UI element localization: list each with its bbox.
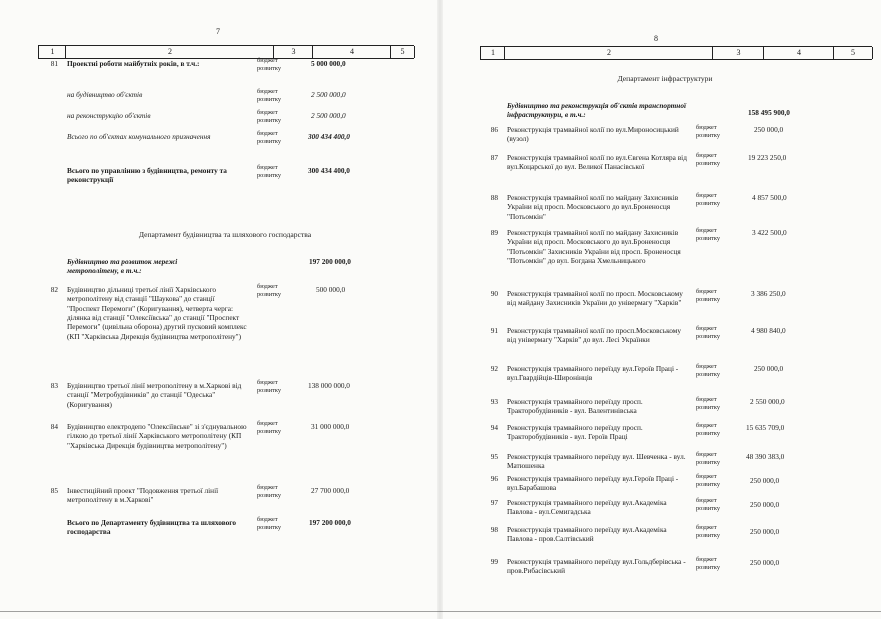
row-amount: 3 386 250,0 bbox=[751, 289, 786, 298]
row-number: 87 bbox=[490, 153, 498, 162]
row-fund: бюджет розвитку bbox=[696, 227, 720, 243]
row-amount: 2 550 000,0 bbox=[750, 397, 785, 406]
row-name: Реконструкція трамвайного переїзду просп. Тракторобудівників - вул. Героїв Праці bbox=[507, 423, 643, 442]
row-number: 95 bbox=[490, 452, 498, 461]
table-header bbox=[38, 45, 414, 59]
header-col-1: 1 bbox=[480, 47, 505, 59]
row-amount: 2 500 000,0 bbox=[311, 90, 346, 99]
row-amount: 250 000,0 bbox=[750, 500, 780, 509]
row-amount: 31 000 000,0 bbox=[311, 422, 350, 431]
row-fund: бюджет розвитку bbox=[257, 130, 281, 146]
row-fund: бюджет розвитку bbox=[257, 283, 281, 299]
row-amount: 300 434 400,0 bbox=[308, 166, 350, 175]
row-fund: бюджет розвитку bbox=[696, 396, 720, 412]
row-number: 99 bbox=[490, 557, 498, 566]
row-fund: бюджет розвитку bbox=[257, 420, 281, 436]
row-name: Реконструкція трамвайної колії по просп.Московському від універмагу "Харків" до вул. Лесі Українки bbox=[507, 326, 682, 345]
row-fund: бюджет розвитку bbox=[257, 484, 281, 500]
row-fund: бюджет розвитку bbox=[257, 109, 281, 125]
row-number: 89 bbox=[490, 228, 498, 237]
row-name: Реконструкція трамвайного переїзду вул.Героїв Праці - вул.Барабашова bbox=[507, 474, 679, 493]
row-name: Реконструкція трамвайної колії по вул.Євгена Котляра від вул.Коцарської до вул. Великої Панасівської bbox=[507, 153, 687, 172]
row-name: Реконструкція трамвайної колії по просп. Московському від майдану Захисників України до універмагу "Харків" bbox=[507, 289, 683, 308]
subsection-amount: 197 200 000,0 bbox=[309, 257, 351, 266]
row-amount: 250 000,0 bbox=[754, 364, 784, 373]
row-name: Будівництво електродепо "Олексіївське" зі з'єднувальною гілкою до третьої лінії Харківського метрополітену (КП "Харківська Дирекція будівництва метрополітену") bbox=[67, 422, 247, 450]
row-name: Реконструкція трамвайної колії по майдану Захисників України від просп. Московського до вул.Броненосця "Потьомкін" Захисників України від просп. Броненосця "Потьомкін" до вул. Богдана Хмельницького bbox=[507, 228, 681, 265]
left-page bbox=[0, 0, 440, 619]
row-fund: бюджет розвитку bbox=[696, 192, 720, 208]
row-amount: 250 000,0 bbox=[750, 476, 780, 485]
row-fund: бюджет розвитку bbox=[696, 152, 720, 168]
row-fund: бюджет розвитку bbox=[696, 422, 720, 438]
row-fund: бюджет розвитку bbox=[696, 124, 720, 140]
row-name: Інвестиційний проект "Подовження третьої лінії метрополітену в м.Харкові" bbox=[67, 486, 219, 505]
row-amount: 5 000 000,0 bbox=[311, 59, 346, 68]
row-fund: бюджет розвитку bbox=[257, 164, 281, 180]
row-amount: 48 390 383,0 bbox=[746, 452, 785, 461]
row-name: на реконструкцію об'єктів bbox=[67, 111, 151, 120]
page-number: 8 bbox=[654, 34, 658, 43]
row-number: 86 bbox=[490, 125, 498, 134]
row-number: 91 bbox=[490, 326, 498, 335]
row-fund: бюджет розвитку bbox=[696, 473, 720, 489]
row-amount: 4 980 840,0 bbox=[751, 326, 786, 335]
row-number: 94 bbox=[490, 423, 498, 432]
row-amount: 300 434 400,0 bbox=[308, 132, 350, 141]
row-number: 92 bbox=[490, 364, 498, 373]
row-number: 84 bbox=[50, 422, 58, 431]
row-fund: бюджет розвитку bbox=[257, 379, 281, 395]
header-col-3: 3 bbox=[712, 47, 764, 59]
row-amount: 3 422 500,0 bbox=[752, 228, 787, 237]
row-name: Реконструкція трамвайного переїзду вул.Академіка Павлова - пров.Салтівський bbox=[507, 525, 667, 544]
row-name: Всього по управлінню з будівництва, ремонту та реконструкції bbox=[67, 166, 227, 185]
table-header bbox=[480, 46, 872, 60]
row-name: Проектні роботи майбутніх років, в т.ч.: bbox=[67, 59, 200, 68]
row-name: Будівництво дільниці третьої лінії Харківського метрополітену від станції "Шаукова" до станції "Проспект Перемоги" (Коригування), четверта черга: ділянка від станції "Олексіївська" до станції "Проспект Перемоги" (цивільна оборона) другий пусковий комплекс (КП "Харківська Дирекція будівництва метрополітену") bbox=[67, 285, 247, 341]
row-amount: 4 857 500,0 bbox=[752, 193, 787, 202]
department-title: Департамент будівництва та шляхового господарства bbox=[138, 230, 312, 239]
header-col-2: 2 bbox=[504, 47, 713, 59]
row-number: 83 bbox=[50, 381, 58, 390]
row-number: 97 bbox=[490, 498, 498, 507]
row-name: Реконструкція трамвайного переїзду вул.Академіка Павлова - вул.Семигадська bbox=[507, 498, 667, 517]
row-name: Реконструкція трамвайної колії по вул.Мироносицький (вузол) bbox=[507, 125, 679, 144]
row-fund: бюджет розвитку bbox=[257, 88, 281, 104]
row-name: Реконструкція трамвайного переїзду просп. Тракторобудівників - вул. Валентинівська bbox=[507, 397, 643, 416]
page-number: 7 bbox=[216, 27, 220, 36]
row-amount: 250 000,0 bbox=[750, 527, 780, 536]
row-number: 85 bbox=[50, 486, 58, 495]
row-fund: бюджет розвитку bbox=[696, 497, 720, 513]
header-col-4: 4 bbox=[763, 47, 834, 59]
subsection-amount: 158 495 900,0 bbox=[748, 108, 790, 117]
department-title: Департамент інфраструктури bbox=[617, 74, 713, 83]
row-amount: 19 223 250,0 bbox=[748, 153, 787, 162]
row-name: на будівництво об'єктів bbox=[67, 90, 143, 99]
header-col-5: 5 bbox=[390, 46, 415, 58]
row-fund: бюджет розвитку bbox=[696, 524, 720, 540]
row-amount: 500 000,0 bbox=[316, 285, 346, 294]
right-page bbox=[440, 0, 881, 619]
subsection-name: Будівництво та реконструкція об'єктів транспортної інфраструктури, в т.ч.: bbox=[507, 101, 687, 120]
row-fund: бюджет розвитку bbox=[257, 57, 281, 73]
subsection-name: Будівництво та розвиток мережі метрополітену, в т.ч.: bbox=[67, 257, 178, 276]
row-amount: 2 500 000,0 bbox=[311, 111, 346, 120]
row-fund: бюджет розвитку bbox=[696, 363, 720, 379]
header-col-3: 3 bbox=[273, 46, 313, 58]
row-amount: 138 000 000,0 bbox=[308, 381, 350, 390]
row-number: 88 bbox=[490, 193, 498, 202]
row-fund: бюджет розвитку bbox=[696, 288, 720, 304]
row-fund: бюджет розвитку bbox=[696, 325, 720, 341]
row-name: Будівництво третьої лінії метрополітену в м.Харкові від станції "Метробудівників" до станції "Одеська" (Коригування) bbox=[67, 381, 242, 409]
row-amount: 197 200 000,0 bbox=[309, 518, 351, 527]
row-amount: 250 000,0 bbox=[754, 125, 784, 134]
row-name: Всього по Департаменту будівництва та шляхового господарства bbox=[67, 518, 237, 537]
row-number: 81 bbox=[50, 59, 58, 68]
row-name: Реконструкція трамвайного переїзду вул.Гольдберівська - пров.Рибасівський bbox=[507, 557, 686, 576]
row-number: 96 bbox=[490, 474, 498, 483]
row-fund: бюджет розвитку bbox=[696, 451, 720, 467]
row-number: 98 bbox=[490, 525, 498, 534]
row-name: Реконструкція трамвайного переїзду вул.Героїв Праці - вул.Гвардійців-Широнінців bbox=[507, 364, 679, 383]
row-fund: бюджет розвитку bbox=[696, 556, 720, 572]
header-col-5: 5 bbox=[833, 47, 873, 59]
header-col-2: 2 bbox=[65, 46, 274, 58]
row-name: Реконструкція трамвайної колії по майдану Захисників України від просп. Московського до вул.Броненосця "Потьомкін" bbox=[507, 193, 679, 221]
header-col-1: 1 bbox=[38, 46, 66, 58]
row-amount: 250 000,0 bbox=[750, 558, 780, 567]
row-number: 82 bbox=[50, 285, 58, 294]
row-amount: 15 635 709,0 bbox=[746, 423, 785, 432]
header-col-4: 4 bbox=[312, 46, 391, 58]
row-amount: 27 700 000,0 bbox=[311, 486, 350, 495]
row-fund: бюджет розвитку bbox=[257, 516, 281, 532]
row-name: Реконструкція трамвайного переїзду вул. Шевченка - вул. Матюшенка bbox=[507, 452, 686, 471]
row-number: 90 bbox=[490, 289, 498, 298]
row-number: 93 bbox=[490, 397, 498, 406]
row-name: Всього по об'єктах комунального призначення bbox=[67, 132, 211, 141]
